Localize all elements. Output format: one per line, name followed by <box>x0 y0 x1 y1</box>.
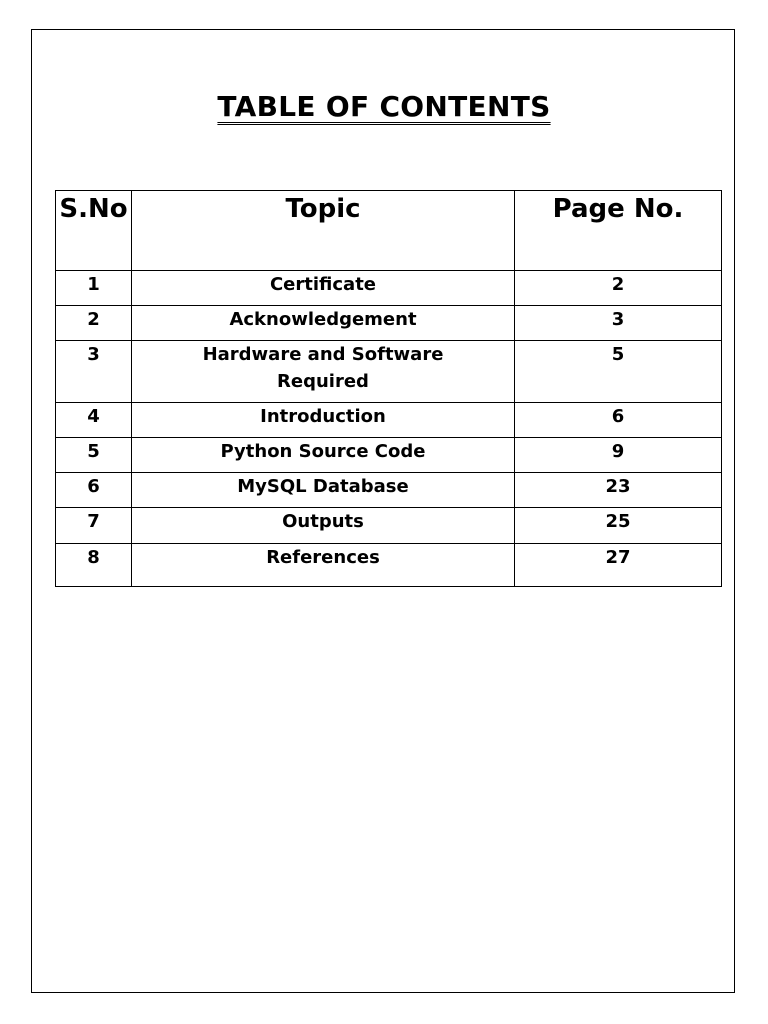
row-page: 23 <box>515 473 722 508</box>
row-topic: Hardware and Software Required <box>132 341 515 403</box>
table-row <box>56 438 722 473</box>
table-row <box>56 473 722 508</box>
header-sno: S.No <box>56 191 132 271</box>
row-page: 2 <box>515 271 722 306</box>
table-header-row <box>56 191 722 271</box>
row-topic: Introduction <box>132 403 515 438</box>
row-sno: 7 <box>56 508 132 544</box>
row-sno: 8 <box>56 544 132 587</box>
page-title: TABLE OF CONTENTS <box>217 90 551 123</box>
table-row <box>56 403 722 438</box>
page-title-container <box>0 90 768 123</box>
contents-table <box>55 190 722 587</box>
table-row <box>56 544 722 587</box>
row-topic: Certificate <box>132 271 515 306</box>
row-page: 25 <box>515 508 722 544</box>
row-sno: 4 <box>56 403 132 438</box>
row-sno: 2 <box>56 306 132 341</box>
table-row <box>56 306 722 341</box>
row-sno: 3 <box>56 341 132 403</box>
row-page: 9 <box>515 438 722 473</box>
table-row <box>56 271 722 306</box>
row-topic: References <box>132 544 515 587</box>
row-page: 5 <box>515 341 722 403</box>
table-row <box>56 508 722 544</box>
header-page-no: Page No. <box>515 191 722 271</box>
row-sno: 6 <box>56 473 132 508</box>
row-sno: 1 <box>56 271 132 306</box>
row-topic: Acknowledgement <box>132 306 515 341</box>
row-page: 3 <box>515 306 722 341</box>
row-topic: MySQL Database <box>132 473 515 508</box>
header-topic: Topic <box>132 191 515 271</box>
row-topic: Outputs <box>132 508 515 544</box>
table-row <box>56 341 722 403</box>
row-topic: Python Source Code <box>132 438 515 473</box>
row-sno: 5 <box>56 438 132 473</box>
row-page: 27 <box>515 544 722 587</box>
row-page: 6 <box>515 403 722 438</box>
